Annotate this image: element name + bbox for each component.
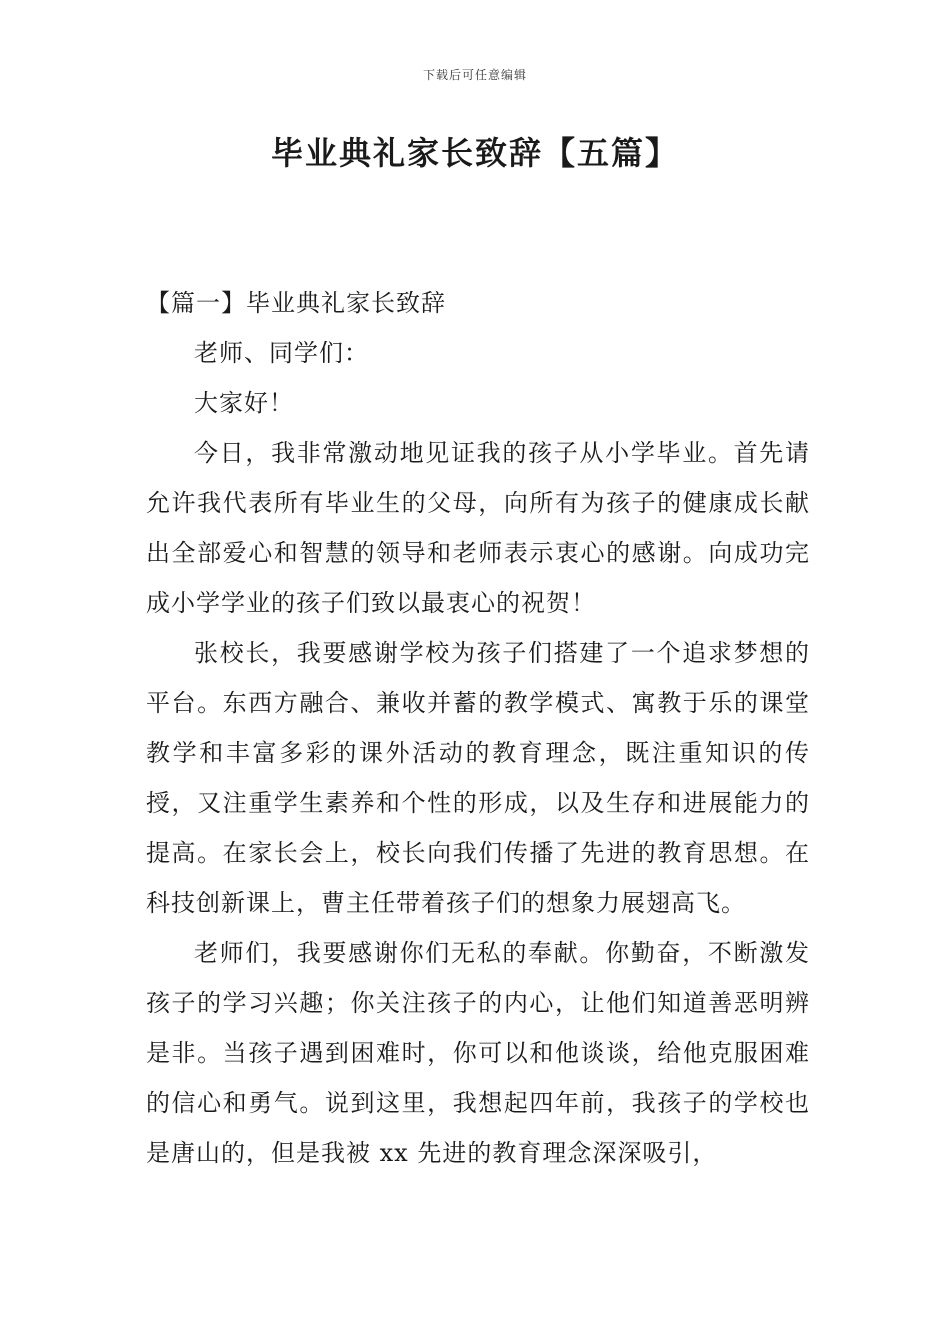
greeting: 大家好！	[194, 389, 294, 417]
paragraph: 张校长，我要感谢学校为孩子们搭建了一个追求梦想的平台。东西方融合、兼收并蓄的教学模式、寓教于乐的课堂教学和丰富多彩的课外活动的教育理念，既注重知识的传授，又注重学生素养和个性的形成，以及生存和进展能力的提高。在家长会上，校长向我们传播了先进的教育思想。在科技创新课上，曹主任带着孩子们的想象力展翅高飞。	[146, 639, 810, 917]
document-title: 毕业典礼家长致辞【五篇】	[270, 134, 679, 172]
salutation: 老师、同学们：	[194, 339, 369, 367]
paragraph: 今日，我非常激动地见证我的孩子从小学毕业。首先请允许我代表所有毕业生的父母，向所有为孩子的健康成长献出全部爱心和智慧的领导和老师表示衷心的感谢。向成功完成小学学业的孩子们致以最衷心的祝贺！	[146, 439, 810, 617]
paragraph: 老师们，我要感谢你们无私的奉献。你勤奋，不断激发孩子的学习兴趣；你关注孩子的内心，让他们知道善恶明辨是非。当孩子遇到困难时，你可以和他谈谈，给他克服困难的信心和勇气。说到这里，我想起四年前，我孩子的学校也是唐山的，但是我被 xx 先进的教育理念深深吸引，	[146, 939, 810, 1167]
document-body	[146, 278, 810, 1178]
header-note: 下载后可任意编辑	[422, 68, 527, 82]
section-heading: 【篇一】毕业典礼家长致辞	[146, 289, 446, 317]
